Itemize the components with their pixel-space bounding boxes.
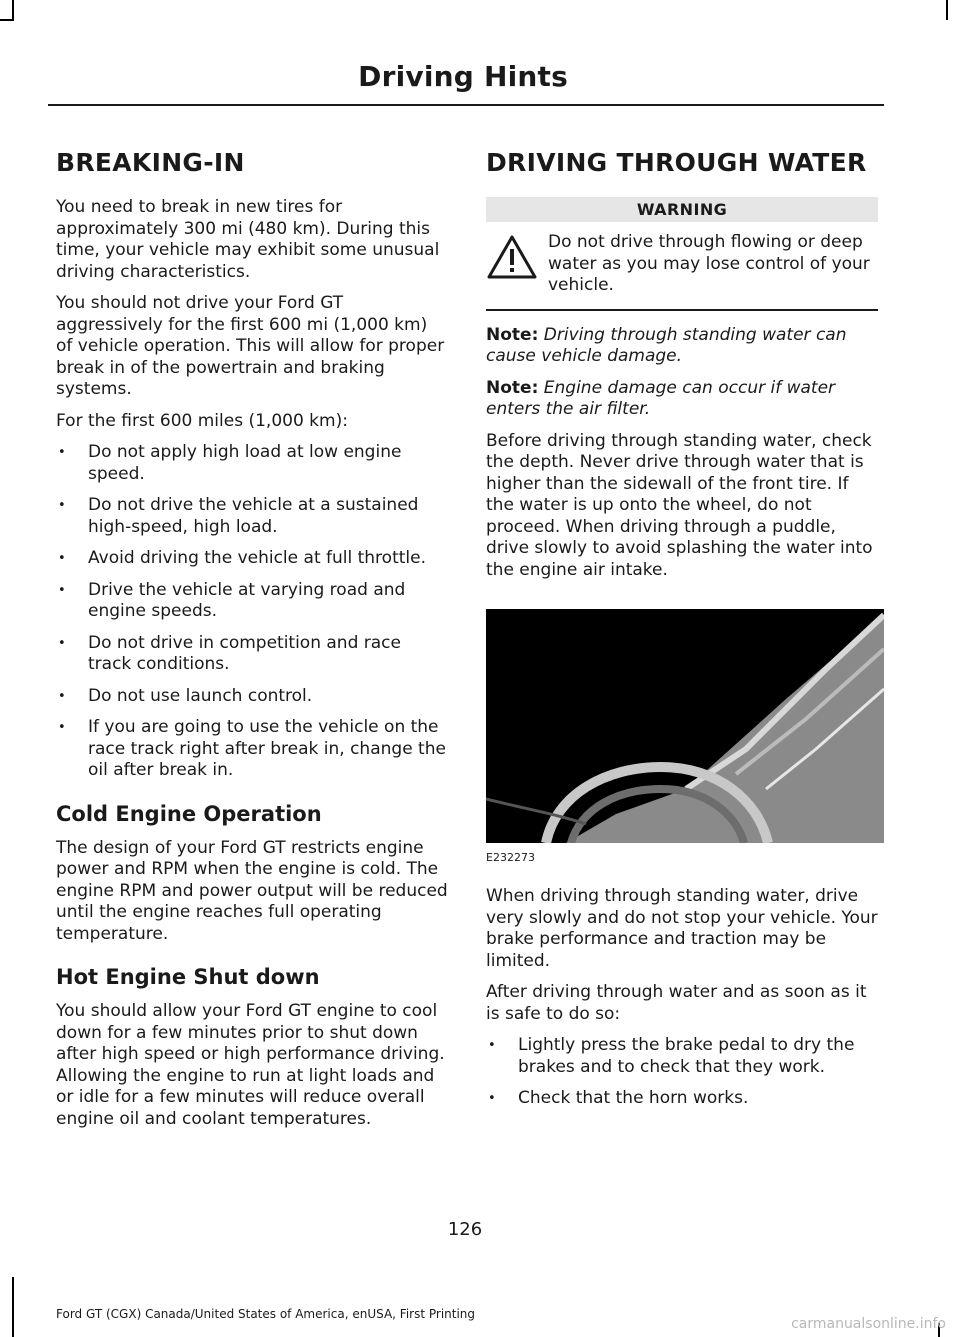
water-illustration	[486, 609, 884, 843]
paragraph: You need to break in new tires for approximately 300 mi (480 km). During this time, your vehicle may exhibit some unusual driving characteristics.	[56, 197, 440, 282]
list-item	[56, 580, 448, 623]
footer-text: Ford GT (CGX) Canada/United States of America, enUSA, First Printing	[56, 1307, 476, 1321]
page-number: 126	[447, 1219, 483, 1240]
watermark: carmanualsonline.info	[791, 1316, 946, 1332]
crop-mark	[12, 0, 14, 20]
warning-text: Do not drive through flowing or deep water as you may lose control of your vehicle.	[548, 232, 870, 295]
warning-triangle-icon	[486, 234, 538, 280]
car-wheel-illustration	[486, 609, 884, 843]
list-item	[56, 717, 448, 782]
list-item-text: Do not drive the vehicle at a sustained high-speed, high load.	[88, 495, 419, 537]
list-item-text: Do not use launch control.	[88, 685, 313, 706]
bullet-icon: •	[58, 582, 66, 598]
paragraph: After driving through water and as soon as it is safe to do so:	[486, 982, 867, 1024]
list-item-text: If you are going to use the vehicle on the race track right after break in, change the oil after break in.	[88, 717, 446, 780]
bullet-icon: •	[58, 498, 66, 513]
note-text: Driving through standing water can cause vehicle damage.	[486, 324, 847, 366]
hot-engine-heading: Hot Engine Shut down	[56, 965, 320, 989]
paragraph: You should not drive your Ford GT aggressively for the first 600 mi (1,000 km) of vehicle operation. This will allow for proper break in of the powertrain and braking systems.	[56, 293, 445, 399]
note-text: Engine damage can occur if water enters the air filter.	[486, 377, 836, 419]
bullet-icon: •	[58, 720, 66, 735]
after-water-list	[486, 1035, 878, 1110]
bullet-icon: •	[58, 551, 66, 566]
list-item	[486, 1088, 878, 1110]
cold-engine-heading: Cold Engine Operation	[56, 801, 322, 826]
left-column	[56, 148, 448, 1140]
crop-mark	[946, 0, 948, 20]
crop-mark	[0, 19, 14, 21]
bullet-icon: •	[488, 1091, 496, 1106]
list-item	[56, 633, 448, 676]
bullet-icon: •	[58, 635, 66, 651]
breaking-in-heading: BREAKING-IN	[56, 148, 245, 177]
list-item-text: Avoid driving the vehicle at full throttle.	[88, 548, 426, 568]
page-title: Driving Hints	[358, 60, 568, 93]
list-item-text: Do not apply high load at low engine speed.	[88, 442, 402, 484]
bullet-icon: •	[488, 1038, 496, 1053]
paragraph: The design of your Ford GT restricts engine power and RPM when the engine is cold. The engine RPM and power output will be reduced until the engine reaches full operating temperature.	[56, 837, 448, 944]
crop-mark	[12, 1277, 14, 1337]
paragraph: You should allow your Ford GT engine to cool down for a few minutes prior to shut down after high speed or high performance driving. Allowing the engine to run at light loads and or idle for a few minutes will reduce overall engine oil and coolant temperatures.	[56, 1001, 445, 1129]
note-label: Note:	[486, 324, 539, 345]
list-item	[56, 686, 448, 708]
list-item	[56, 442, 448, 485]
header-divider	[48, 104, 884, 106]
list-item	[56, 495, 448, 538]
note	[486, 378, 878, 421]
list-item-text: Lightly press the brake pedal to dry the brakes and to check that they work.	[518, 1035, 855, 1077]
figure-caption: E232273	[486, 851, 535, 864]
note	[486, 325, 878, 368]
note-label: Note:	[486, 377, 539, 398]
right-column	[486, 148, 878, 1122]
warning-box	[486, 222, 878, 311]
list-item-text: Drive the vehicle at varying road and engine speeds.	[88, 579, 406, 621]
list-item	[486, 1035, 878, 1078]
list-item-text: Check that the horn works.	[518, 1088, 749, 1108]
bullet-icon: •	[58, 688, 66, 704]
paragraph: For the first 600 miles (1,000 km):	[56, 410, 348, 431]
paragraph: When driving through standing water, drive very slowly and do not stop your vehicle. Your brake performance and traction may be limited.	[486, 886, 878, 971]
paragraph: Before driving through standing water, check the depth. Never drive through water that is higher than the sidewall of the front tire. If the water is up onto the wheel, do not proceed. When driving through a puddle, drive slowly to avoid splashing the water into the engine air intake.	[486, 430, 873, 580]
list-item-text: Do not drive in competition and race track conditions.	[88, 632, 401, 674]
water-heading: DRIVING THROUGH WATER	[486, 148, 867, 177]
list-item	[56, 548, 448, 570]
bullet-icon: •	[58, 445, 66, 460]
break-in-list	[56, 442, 448, 782]
warning-label: WARNING	[486, 197, 878, 222]
